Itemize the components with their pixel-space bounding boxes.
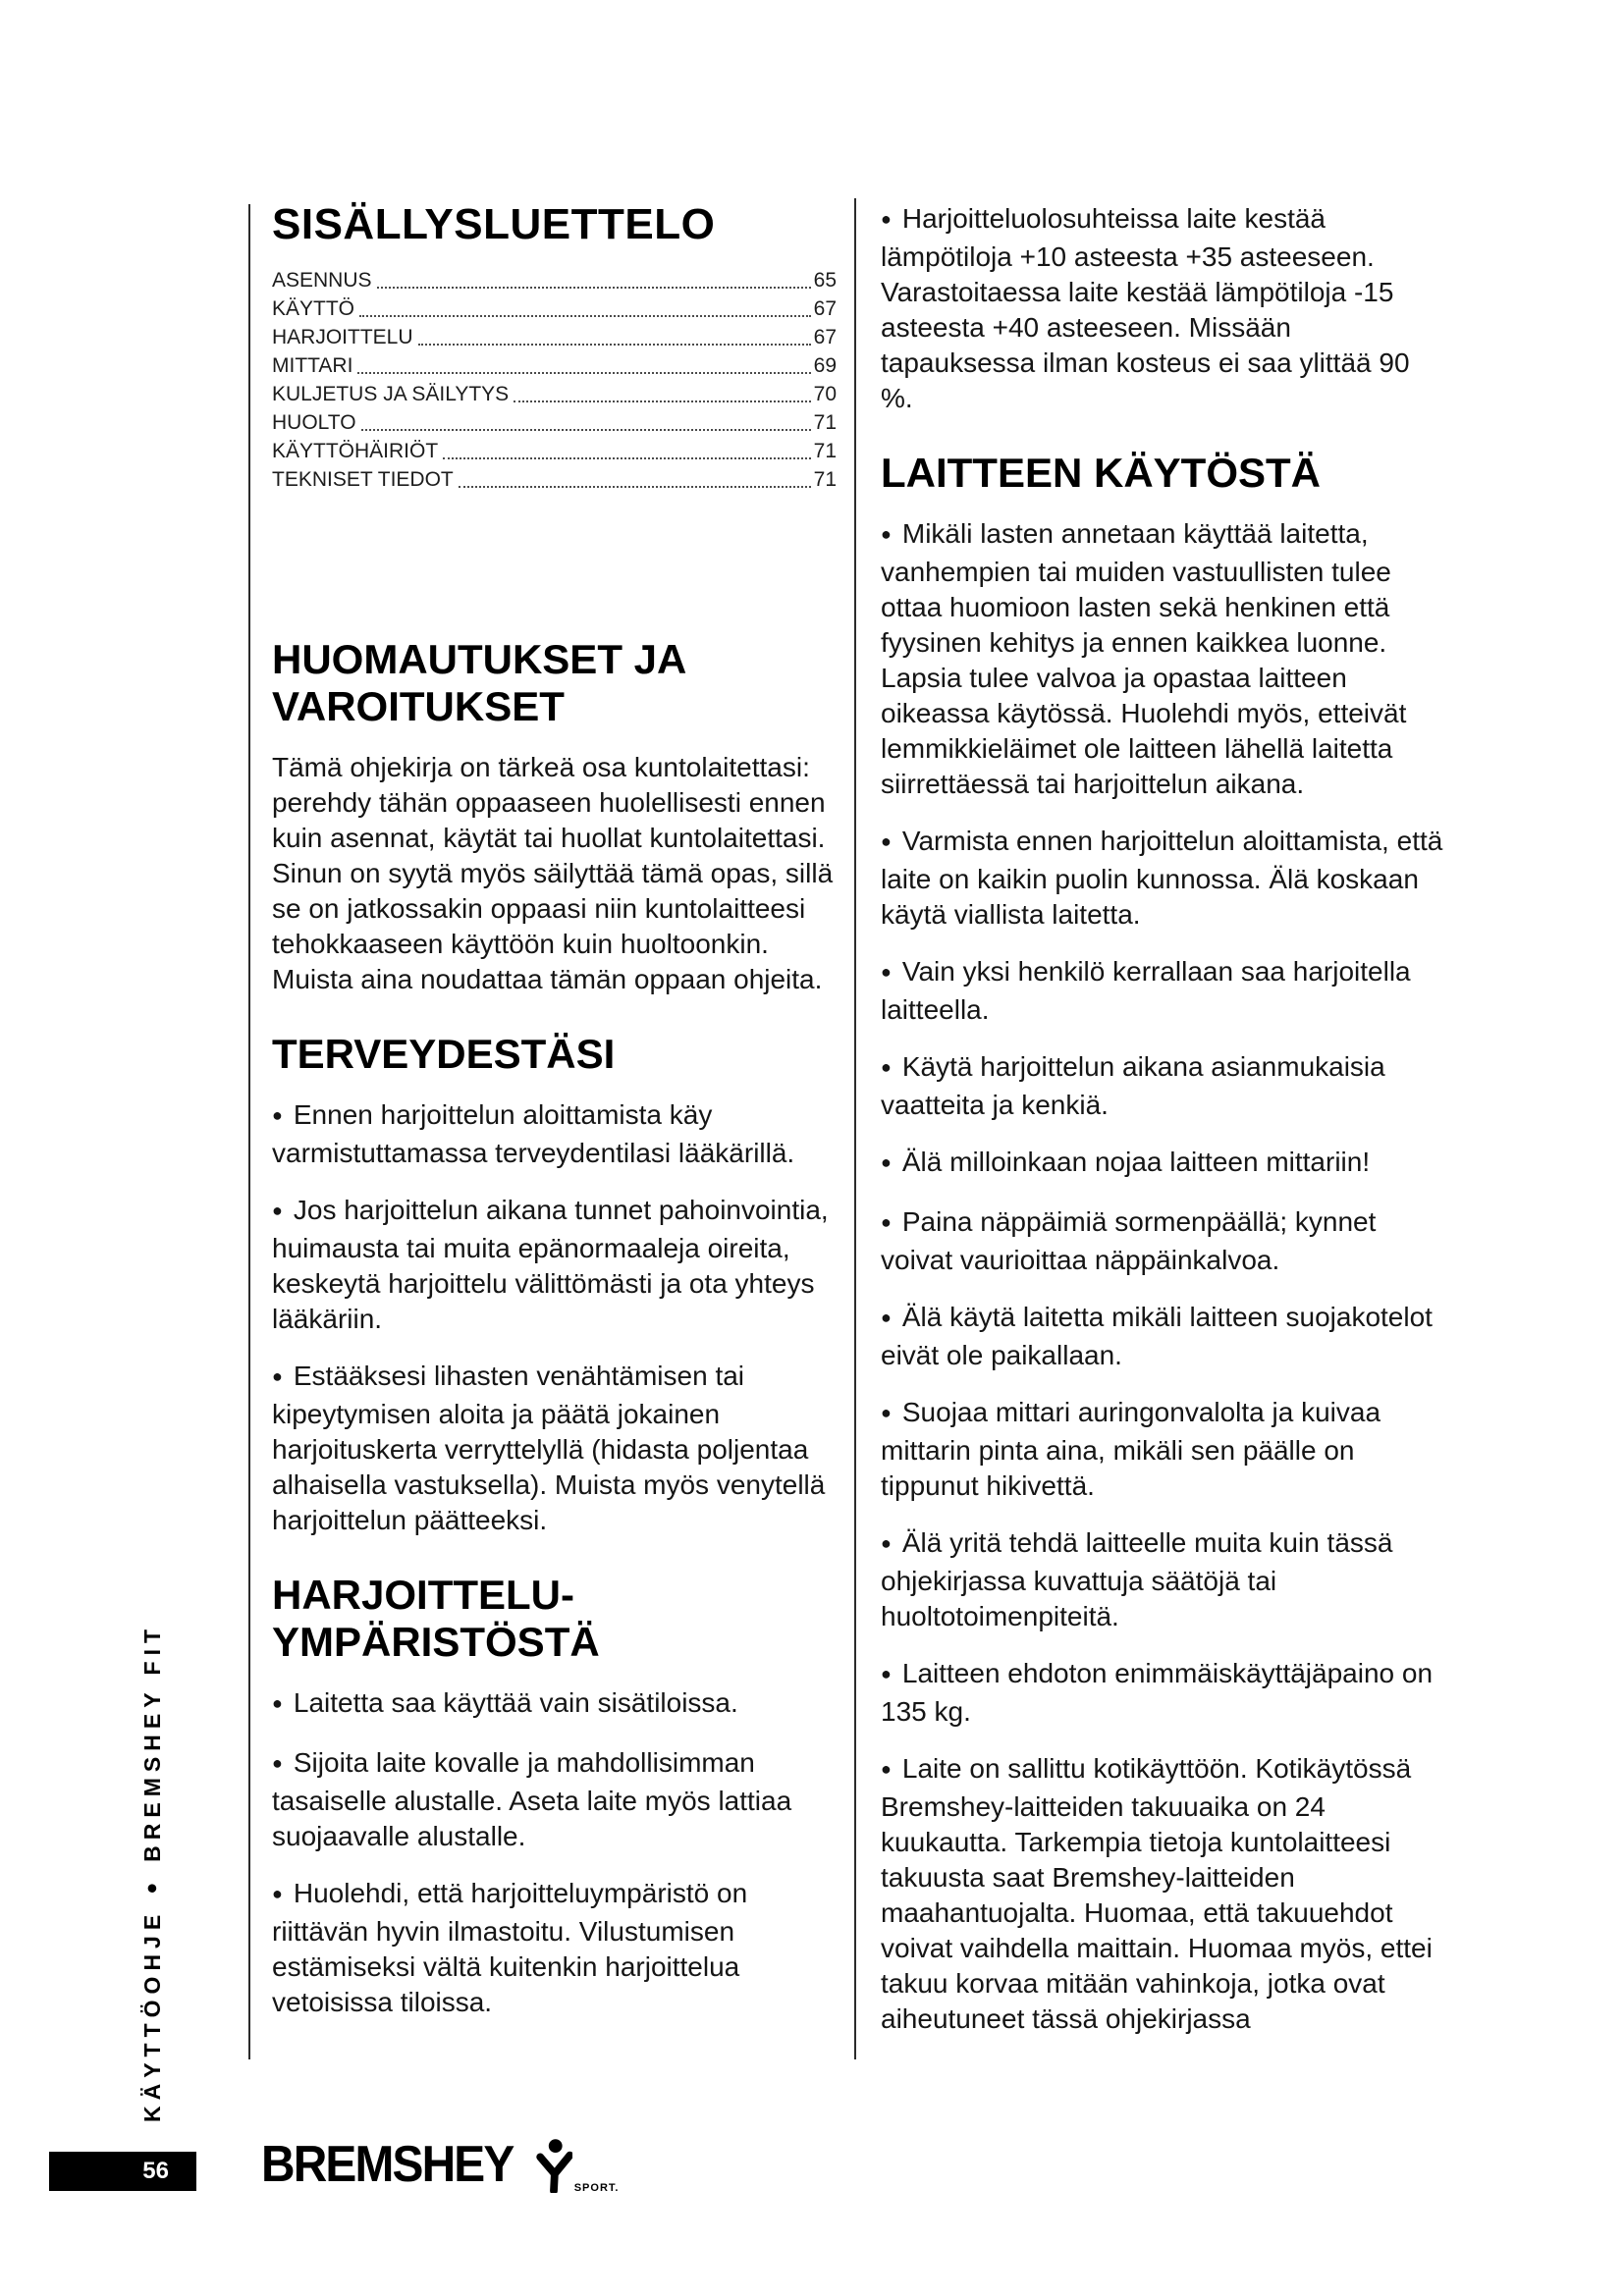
toc-leader-dots xyxy=(377,287,811,289)
bullet-item: ● Vain yksi henkilö kerrallaan saa harjoitella laitteella. xyxy=(881,954,1445,1028)
sidebar-vertical-label xyxy=(139,1612,179,2122)
toc-entry xyxy=(272,266,837,294)
toc-entry-page: 71 xyxy=(813,468,837,491)
bullet-item: ● Jos harjoittelun aikana tunnet pahoinvointia, huimausta tai muita epänormaaleja oireita, keskeytä harjoittelu välittömästi ja ota yhteys lääkäriin. xyxy=(272,1193,837,1337)
toc-entry-label: TEKNISET TIEDOT xyxy=(272,468,454,491)
bullet-item: ● Älä milloinkaan nojaa laitteen mittariin! xyxy=(881,1145,1445,1183)
section-heading-usage: LAITTEEN KÄYTÖSTÄ xyxy=(881,450,1321,496)
toc-entry-label: KÄYTTÖ xyxy=(272,297,355,320)
toc-entry-page: 70 xyxy=(813,383,837,405)
toc-entry-page: 71 xyxy=(813,440,837,462)
bullet-item-carryover: ● Harjoitteluolosuhteissa laite kestää lämpötiloja +10 asteesta +35 asteeseen. Varastoitaessa laite kestää lämpötiloja -15 asteesta +40 asteeseen. Missään tapauksessa ilman kosteus ei saa ylittää 90 %. xyxy=(881,201,1445,416)
toc-leader-dots xyxy=(514,400,810,402)
toc-entry-label: HUOLTO xyxy=(272,411,356,434)
toc-entry-label: KÄYTTÖHÄIRIÖT xyxy=(272,440,439,462)
toc-entry-page: 67 xyxy=(813,297,837,320)
toc-list xyxy=(272,266,837,494)
brand-logo-text: BREMSHEY xyxy=(261,2136,514,2193)
toc-leader-dots xyxy=(443,457,810,459)
toc-entry xyxy=(272,465,837,494)
toc-leader-dots xyxy=(459,486,811,488)
toc-entry xyxy=(272,351,837,380)
bullet-item: ● Paina näppäimiä sormenpäällä; kynnet voivat vaurioittaa näppäinkalvoa. xyxy=(881,1204,1445,1278)
toc-entry-page: 65 xyxy=(813,269,837,292)
bullet-item: ● Mikäli lasten annetaan käyttää laitetta, vanhempien tai muiden vastuullisten tulee ottaa huomioon lasten sekä henkinen että fyysinen kehitys ja ennen kaikkea luonne. Lapsia tulee valvoa ja opastaa laitteen oikeassa käytössä. Huolehdi myös, etteivät lemmikkieläimet ole laitteen lähellä laitetta siirrettäessä tai harjoittelun aikana. xyxy=(881,516,1445,802)
bullet-item: ● Varmista ennen harjoittelun aloittamista, että laite on kaikin puolin kunnossa. Älä koskaan käytä viallista laitetta. xyxy=(881,824,1445,933)
sidebar-label-part1: KÄYTTÖOHJE xyxy=(139,1908,165,2122)
bullet-item: ● Ennen harjoittelun aloittamista käy varmistuttamassa terveydentilasi lääkärillä. xyxy=(272,1097,837,1171)
toc-entry xyxy=(272,437,837,465)
column-divider-rule xyxy=(854,198,856,2059)
bullet-item: ● Suojaa mittari auringonvalolta ja kuivaa mittarin pinta aina, mikäli sen päälle on tippunut hikivettä. xyxy=(881,1395,1445,1504)
toc-leader-dots xyxy=(418,344,811,346)
section-heading-environment: HARJOITTELU-YMPÄRISTÖSTÄ xyxy=(272,1572,600,1665)
toc-entry xyxy=(272,323,837,351)
bullet-item: ● Laitetta saa käyttää vain sisätiloissa. xyxy=(272,1685,837,1724)
toc-leader-dots xyxy=(357,372,810,374)
bullet-item: ● Käytä harjoittelun aikana asianmukaisia vaatteita ja kenkiä. xyxy=(881,1049,1445,1123)
bullet-item: ● Älä yritä tehdä laitteelle muita kuin tässä ohjekirjassa kuvattuja säätöjä tai huoltotoimenpiteitä. xyxy=(881,1525,1445,1634)
toc-entry-page: 71 xyxy=(813,411,837,434)
sidebar-dot-icon: ● xyxy=(141,1871,163,1899)
toc-entry xyxy=(272,408,837,437)
bullet-item: ● Älä käytä laitetta mikäli laitteen suojakotelot eivät ole paikallaan. xyxy=(881,1300,1445,1373)
toc-entry xyxy=(272,380,837,408)
section-heading-notes: HUOMAUTUKSET JA VAROITUKSET xyxy=(272,636,685,729)
left-column xyxy=(272,201,837,2042)
toc-entry-page: 69 xyxy=(813,354,837,377)
toc-title: SISÄLLYSLUETTELO xyxy=(272,200,716,248)
toc-entry-label: KULJETUS JA SÄILYTYS xyxy=(272,383,510,405)
bullet-item: ● Estääksesi lihasten venähtämisen tai kipeytymisen aloita ja päätä jokainen harjoituskerta verryttelyllä (hidasta poljentaa alhaisella vastuksella). Muista myös venytellä harjoittelun päätteeksi. xyxy=(272,1359,837,1538)
toc-entry xyxy=(272,294,837,323)
bullet-item: ● Sijoita laite kovalle ja mahdollisimman tasaiselle alustalle. Aseta laite myös lattiaa suojaavalle alustalle. xyxy=(272,1745,837,1854)
left-column-rule xyxy=(248,204,250,2059)
toc-entry-label: HARJOITTELU xyxy=(272,326,413,348)
bullet-item: ● Laite on sallittu kotikäyttöön. Kotikäytössä Bremshey-laitteiden takuuaika on 24 kuukautta. Tarkempia tietoja kuntolaitteesi takuusta saat Bremshey-laitteiden maahantuojalta. Huomaa, että takuuehdot voivat vaihdella maittain. Huomaa myös, ettei takuu korvaa mitään vahinkoja, jotka ovat aiheutuneet tässä ohjekirjassa xyxy=(881,1751,1445,2037)
toc-leader-dots xyxy=(361,429,811,431)
toc-entry-label: MITTARI xyxy=(272,354,353,377)
bullet-item: ● Huolehdi, että harjoitteluympäristö on riittävän hyvin ilmastoitu. Vilustumisen estämiseksi vältä kuitenkin harjoittelua vetoisissa tiloissa. xyxy=(272,1876,837,2020)
brand-logo xyxy=(261,2136,619,2198)
brand-logo-sub: SPORT. xyxy=(573,2182,620,2194)
section-heading-health: TERVEYDESTÄSI xyxy=(272,1031,616,1077)
notes-paragraph: Tämä ohjekirja on tärkeä osa kuntolaitettasi: perehdy tähän oppaaseen huolellisesti ennen kuin asennat, käytät tai huollat kuntolaitettasi. Sinun on syytä myös säilyttää tämä opas, sillä se on jatkossakin oppaasi niin kuntolaitteesi tehokkaaseen käyttöön kuin huoltoonkin. Muista aina noudattaa tämän oppaan ohjeita. xyxy=(272,752,834,994)
bullet-item: ● Laitteen ehdoton enimmäiskäyttäjäpaino on 135 kg. xyxy=(881,1656,1445,1730)
page-number-badge xyxy=(49,2152,196,2191)
toc-leader-dots xyxy=(359,315,811,317)
bremshey-figure-icon xyxy=(535,2138,572,2198)
page-number: 56 xyxy=(142,2158,169,2184)
right-column xyxy=(881,201,1445,2058)
toc-entry-label: ASENNUS xyxy=(272,269,372,292)
toc-entry-page: 67 xyxy=(813,326,837,348)
sidebar-label-part2: BREMSHEY FIT xyxy=(139,1623,165,1862)
